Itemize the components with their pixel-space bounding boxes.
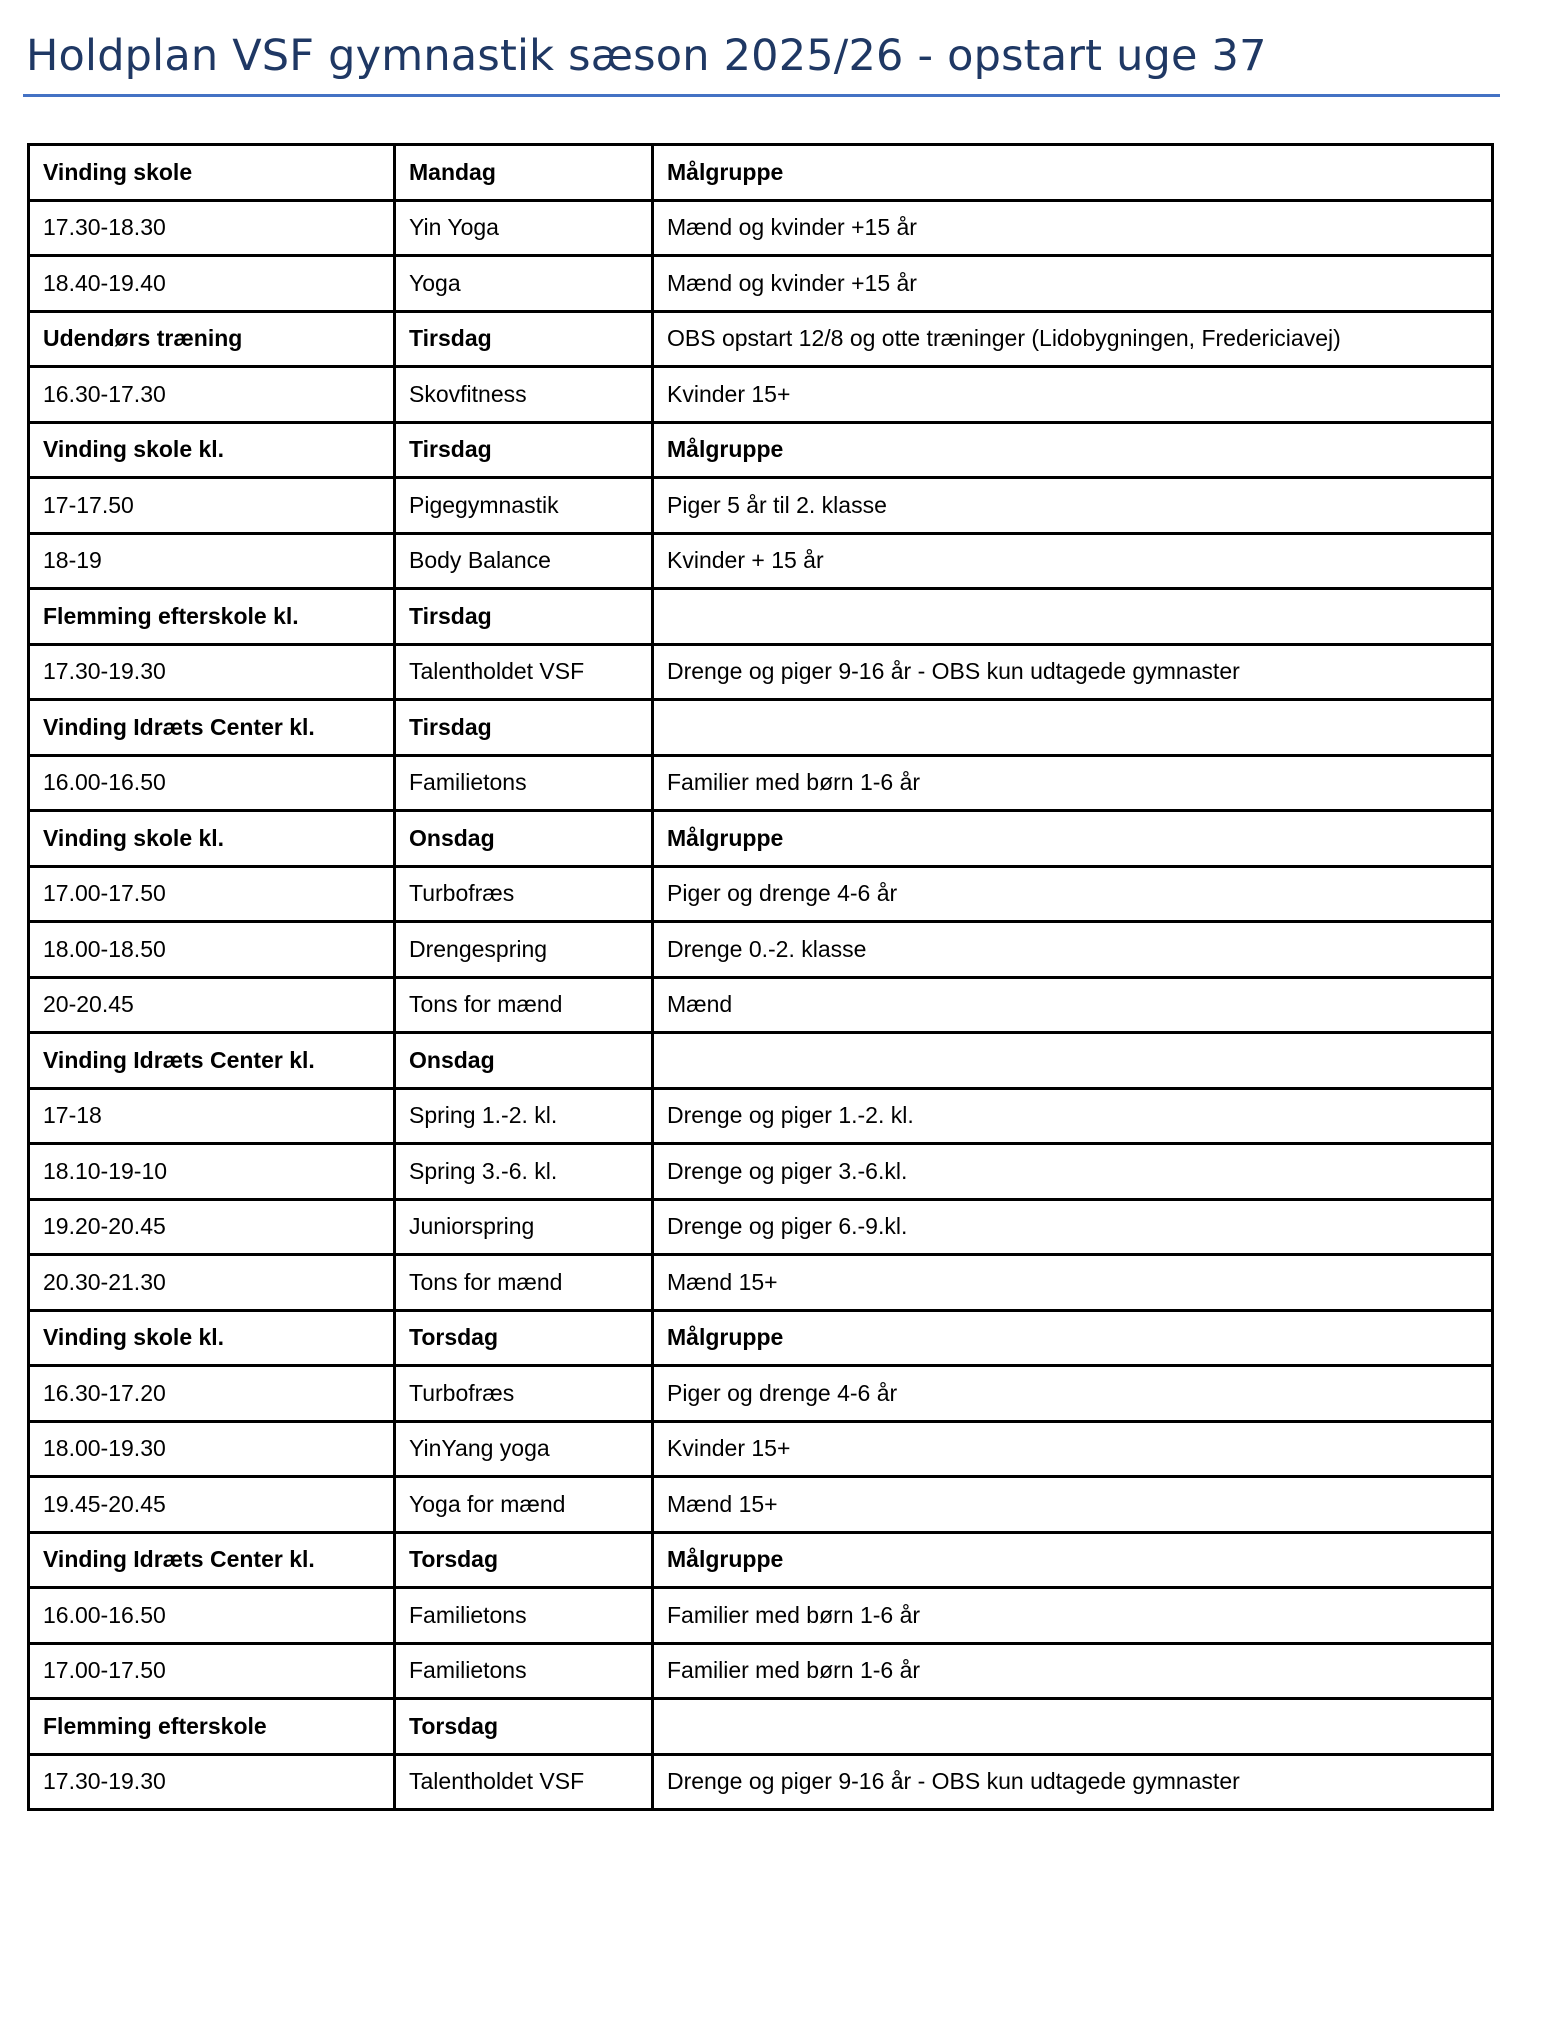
day-or-activity-cell: Drengespring <box>395 922 653 978</box>
target-group-cell: OBS opstart 12/8 og otte træninger (Lidobygningen, Fredericiavej) <box>653 311 1493 367</box>
target-group-cell: Drenge og piger 3.-6.kl. <box>653 1144 1493 1200</box>
day-or-activity-cell: Torsdag <box>395 1310 653 1366</box>
page-title: Holdplan VSF gymnastik sæson 2025/26 - opstart uge 37 <box>26 31 1267 81</box>
location-or-time-cell: 18.40-19.40 <box>29 256 395 312</box>
section-header-row <box>29 589 1493 645</box>
location-or-time-cell: 17-18 <box>29 1088 395 1144</box>
section-header-row <box>29 1310 1493 1366</box>
section-header-row <box>29 422 1493 478</box>
target-group-cell: Kvinder 15+ <box>653 1421 1493 1477</box>
target-group-cell: Målgruppe <box>653 145 1493 201</box>
location-or-time-cell: 17.30-19.30 <box>29 644 395 700</box>
location-or-time-cell: 20.30-21.30 <box>29 1255 395 1311</box>
table-row <box>29 1643 1493 1699</box>
day-or-activity-cell: Tirsdag <box>395 589 653 645</box>
location-or-time-cell: Vinding skole kl. <box>29 422 395 478</box>
section-header-row <box>29 811 1493 867</box>
day-or-activity-cell: Body Balance <box>395 533 653 589</box>
target-group-cell: Målgruppe <box>653 811 1493 867</box>
location-or-time-cell: 20-20.45 <box>29 977 395 1033</box>
section-header-row <box>29 1532 1493 1588</box>
day-or-activity-cell: Tirsdag <box>395 422 653 478</box>
table-row <box>29 1255 1493 1311</box>
table-row <box>29 1588 1493 1644</box>
target-group-cell <box>653 1033 1493 1089</box>
day-or-activity-cell: Familietons <box>395 1588 653 1644</box>
target-group-cell: Familier med børn 1-6 år <box>653 1588 1493 1644</box>
table-row <box>29 1366 1493 1422</box>
schedule-table <box>27 143 1494 1811</box>
day-or-activity-cell: Onsdag <box>395 811 653 867</box>
table-row <box>29 478 1493 534</box>
location-or-time-cell: 17.30-18.30 <box>29 200 395 256</box>
target-group-cell: Drenge og piger 1.-2. kl. <box>653 1088 1493 1144</box>
location-or-time-cell: Vinding skole kl. <box>29 1310 395 1366</box>
target-group-cell: Målgruppe <box>653 1310 1493 1366</box>
location-or-time-cell: Vinding skole kl. <box>29 811 395 867</box>
section-header-row <box>29 311 1493 367</box>
location-or-time-cell: 18.00-18.50 <box>29 922 395 978</box>
table-row <box>29 1088 1493 1144</box>
table-row <box>29 1199 1493 1255</box>
target-group-cell: Kvinder + 15 år <box>653 533 1493 589</box>
day-or-activity-cell: YinYang yoga <box>395 1421 653 1477</box>
table-row <box>29 644 1493 700</box>
table-row <box>29 367 1493 423</box>
day-or-activity-cell: Torsdag <box>395 1699 653 1755</box>
table-row <box>29 256 1493 312</box>
target-group-cell: Familier med børn 1-6 år <box>653 1643 1493 1699</box>
target-group-cell: Målgruppe <box>653 1532 1493 1588</box>
location-or-time-cell: 19.45-20.45 <box>29 1477 395 1533</box>
target-group-cell <box>653 700 1493 756</box>
target-group-cell: Mænd <box>653 977 1493 1033</box>
day-or-activity-cell: Onsdag <box>395 1033 653 1089</box>
location-or-time-cell: Flemming efterskole kl. <box>29 589 395 645</box>
location-or-time-cell: 16.00-16.50 <box>29 755 395 811</box>
target-group-cell: Mænd og kvinder +15 år <box>653 256 1493 312</box>
target-group-cell <box>653 589 1493 645</box>
target-group-cell: Familier med børn 1-6 år <box>653 755 1493 811</box>
location-or-time-cell: 17-17.50 <box>29 478 395 534</box>
location-or-time-cell: 17.00-17.50 <box>29 866 395 922</box>
target-group-cell: Drenge og piger 9-16 år - OBS kun udtagede gymnaster <box>653 644 1493 700</box>
table-row <box>29 866 1493 922</box>
day-or-activity-cell: Pigegymnastik <box>395 478 653 534</box>
table-row <box>29 755 1493 811</box>
target-group-cell: Mænd 15+ <box>653 1255 1493 1311</box>
target-group-cell: Mænd 15+ <box>653 1477 1493 1533</box>
location-or-time-cell: Vinding Idræts Center kl. <box>29 1033 395 1089</box>
day-or-activity-cell: Talentholdet VSF <box>395 1754 653 1810</box>
location-or-time-cell: 18-19 <box>29 533 395 589</box>
location-or-time-cell: Vinding skole <box>29 145 395 201</box>
day-or-activity-cell: Tons for mænd <box>395 977 653 1033</box>
location-or-time-cell: 16.30-17.30 <box>29 367 395 423</box>
day-or-activity-cell: Tons for mænd <box>395 1255 653 1311</box>
location-or-time-cell: 19.20-20.45 <box>29 1199 395 1255</box>
location-or-time-cell: 17.30-19.30 <box>29 1754 395 1810</box>
day-or-activity-cell: Spring 3.-6. kl. <box>395 1144 653 1200</box>
location-or-time-cell: Udendørs træning <box>29 311 395 367</box>
target-group-cell: Målgruppe <box>653 422 1493 478</box>
day-or-activity-cell: Yin Yoga <box>395 200 653 256</box>
target-group-cell: Drenge og piger 6.-9.kl. <box>653 1199 1493 1255</box>
location-or-time-cell: 17.00-17.50 <box>29 1643 395 1699</box>
day-or-activity-cell: Skovfitness <box>395 367 653 423</box>
day-or-activity-cell: Tirsdag <box>395 311 653 367</box>
day-or-activity-cell: Familietons <box>395 755 653 811</box>
target-group-cell: Piger og drenge 4-6 år <box>653 1366 1493 1422</box>
table-row <box>29 977 1493 1033</box>
location-or-time-cell: Vinding Idræts Center kl. <box>29 700 395 756</box>
day-or-activity-cell: Turbofræs <box>395 866 653 922</box>
table-row <box>29 1754 1493 1810</box>
location-or-time-cell: 16.30-17.20 <box>29 1366 395 1422</box>
title-underline <box>23 94 1500 97</box>
section-header-row <box>29 1699 1493 1755</box>
day-or-activity-cell: Spring 1.-2. kl. <box>395 1088 653 1144</box>
location-or-time-cell: 16.00-16.50 <box>29 1588 395 1644</box>
table-row <box>29 1144 1493 1200</box>
day-or-activity-cell: Yoga <box>395 256 653 312</box>
day-or-activity-cell: Turbofræs <box>395 1366 653 1422</box>
day-or-activity-cell: Mandag <box>395 145 653 201</box>
target-group-cell: Piger 5 år til 2. klasse <box>653 478 1493 534</box>
section-header-row <box>29 1033 1493 1089</box>
target-group-cell: Drenge og piger 9-16 år - OBS kun udtagede gymnaster <box>653 1754 1493 1810</box>
day-or-activity-cell: Torsdag <box>395 1532 653 1588</box>
location-or-time-cell: 18.00-19.30 <box>29 1421 395 1477</box>
target-group-cell <box>653 1699 1493 1755</box>
day-or-activity-cell: Talentholdet VSF <box>395 644 653 700</box>
section-header-row <box>29 145 1493 201</box>
target-group-cell: Piger og drenge 4-6 år <box>653 866 1493 922</box>
day-or-activity-cell: Yoga for mænd <box>395 1477 653 1533</box>
target-group-cell: Kvinder 15+ <box>653 367 1493 423</box>
day-or-activity-cell: Familietons <box>395 1643 653 1699</box>
table-row <box>29 1421 1493 1477</box>
location-or-time-cell: Vinding Idræts Center kl. <box>29 1532 395 1588</box>
table-row <box>29 1477 1493 1533</box>
location-or-time-cell: 18.10-19-10 <box>29 1144 395 1200</box>
section-header-row <box>29 700 1493 756</box>
table-row <box>29 922 1493 978</box>
day-or-activity-cell: Tirsdag <box>395 700 653 756</box>
target-group-cell: Mænd og kvinder +15 år <box>653 200 1493 256</box>
table-row <box>29 533 1493 589</box>
target-group-cell: Drenge 0.-2. klasse <box>653 922 1493 978</box>
location-or-time-cell: Flemming efterskole <box>29 1699 395 1755</box>
table-row <box>29 200 1493 256</box>
day-or-activity-cell: Juniorspring <box>395 1199 653 1255</box>
schedule-table-body <box>29 145 1493 1810</box>
